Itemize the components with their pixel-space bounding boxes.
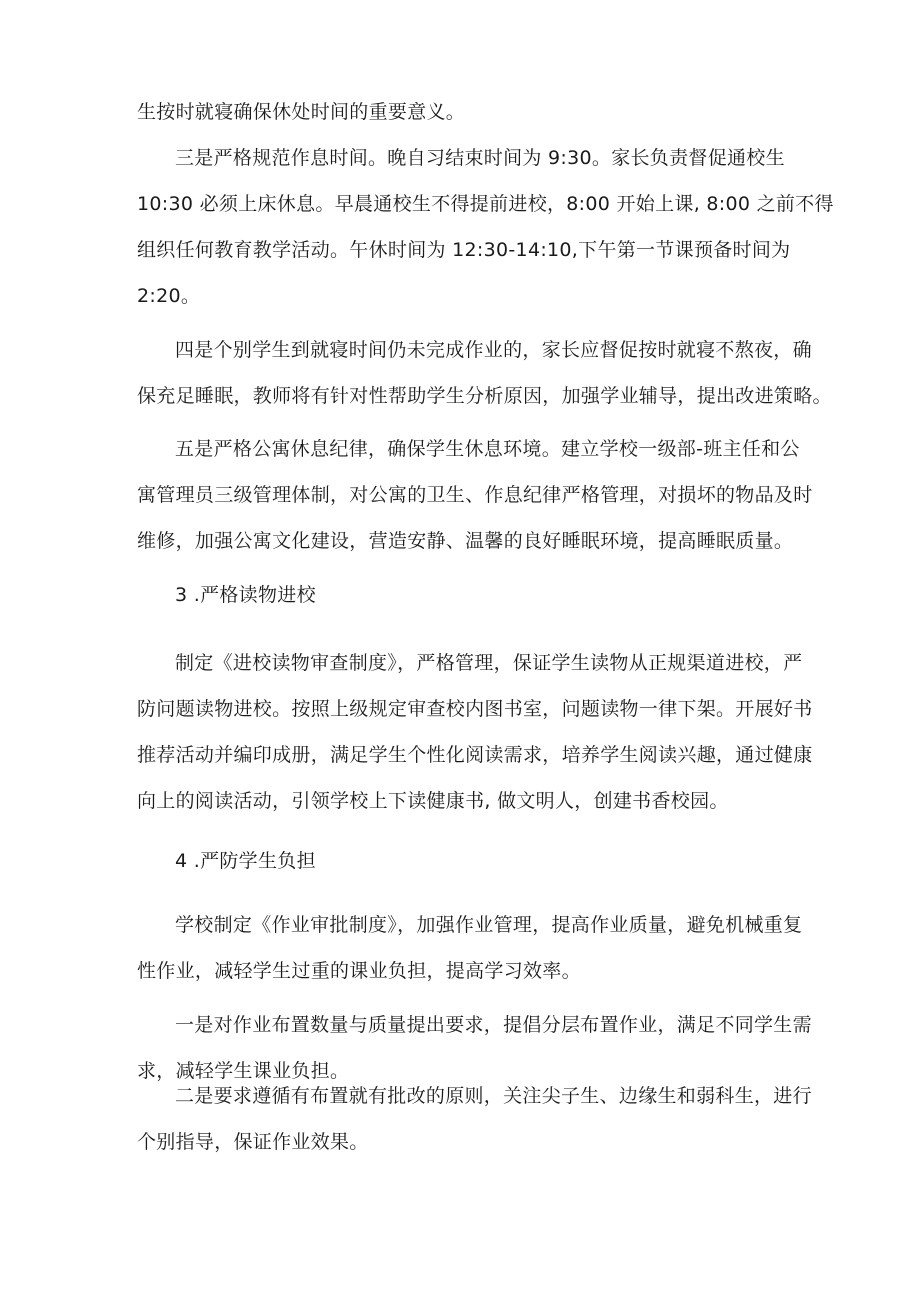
paragraph-homework-quantity-line-1: 一是对作业布置数量与质量提出要求，提倡分层布置作业，满足不同学生需	[175, 1014, 812, 1036]
text-line: 维修，加强公寓文化建设，营造安静、温馨的良好睡眠环境，提高睡眠质量。	[137, 530, 794, 552]
text-line: 推荐活动并编印成册，满足学生个性化阅读需求，培养学生阅读兴趣，通过健康	[137, 744, 813, 766]
paragraph-reading-line-1: 制定《进校读物审查制度》，严格管理，保证学生读物从正规渠道进校，严	[175, 652, 803, 674]
section-heading-burden: 4 .严防学生负担	[175, 850, 316, 872]
paragraph-dorm-discipline-line-1: 五是严格公寓休息纪律，确保学生休息环境。建立学校一级部-班主任和公	[175, 438, 800, 460]
text-line: 个别指导，保证作业效果。	[137, 1131, 369, 1153]
text-line: 生按时就寝确保休处时间的重要意义。	[137, 101, 466, 123]
paragraph-homework-sleep-line-1: 四是个别学生到就寝时间仍未完成作业的，家长应督促按时就寝不熬夜，确	[175, 339, 812, 361]
paragraph-rest-schedule-line-1: 三是严格规范作息时间。晚自习结束时间为 9:30。家长负责督促通校生	[175, 147, 785, 169]
text-line: 2:20。	[137, 285, 201, 307]
paragraph-homework-approval-line-1: 学校制定《作业审批制度》，加强作业管理，提高作业质量，避免机械重复	[175, 914, 803, 936]
text-line: 组织任何教育教学活动。午休时间为 12:30-14:10,下午第一节课预备时间为	[137, 239, 791, 261]
text-line: 寓管理员三级管理体制，对公寓的卫生、作息纪律严格管理，对损坏的物品及时	[137, 484, 813, 506]
text-line: 防问题读物进校。按照上级规定审查校内图书室，问题读物一律下架。开展好书	[137, 698, 813, 720]
section-heading-reading: 3 .严格读物进校	[175, 584, 316, 606]
text-line: 求，减轻学生课业负担。	[137, 1060, 350, 1082]
text-line: 性作业，减轻学生过重的课业负担，提高学习效率。	[137, 960, 581, 982]
text-line: 10:30 必须上床休息。早晨通校生不得提前进校，8:00 开始上课, 8:00 之前不得	[137, 193, 834, 215]
text-line: 保充足睡眠，教师将有针对性帮助学生分析原因，加强学业辅导，提出改进策略。	[137, 385, 832, 407]
text-line: 向上的阅读活动，引领学校上下读健康书, 做文明人，创建书香校园。	[137, 790, 729, 812]
paragraph-grading-line-1: 二是要求遵循有布置就有批改的原则，关注尖子生、边缘生和弱科生，进行	[175, 1085, 812, 1107]
